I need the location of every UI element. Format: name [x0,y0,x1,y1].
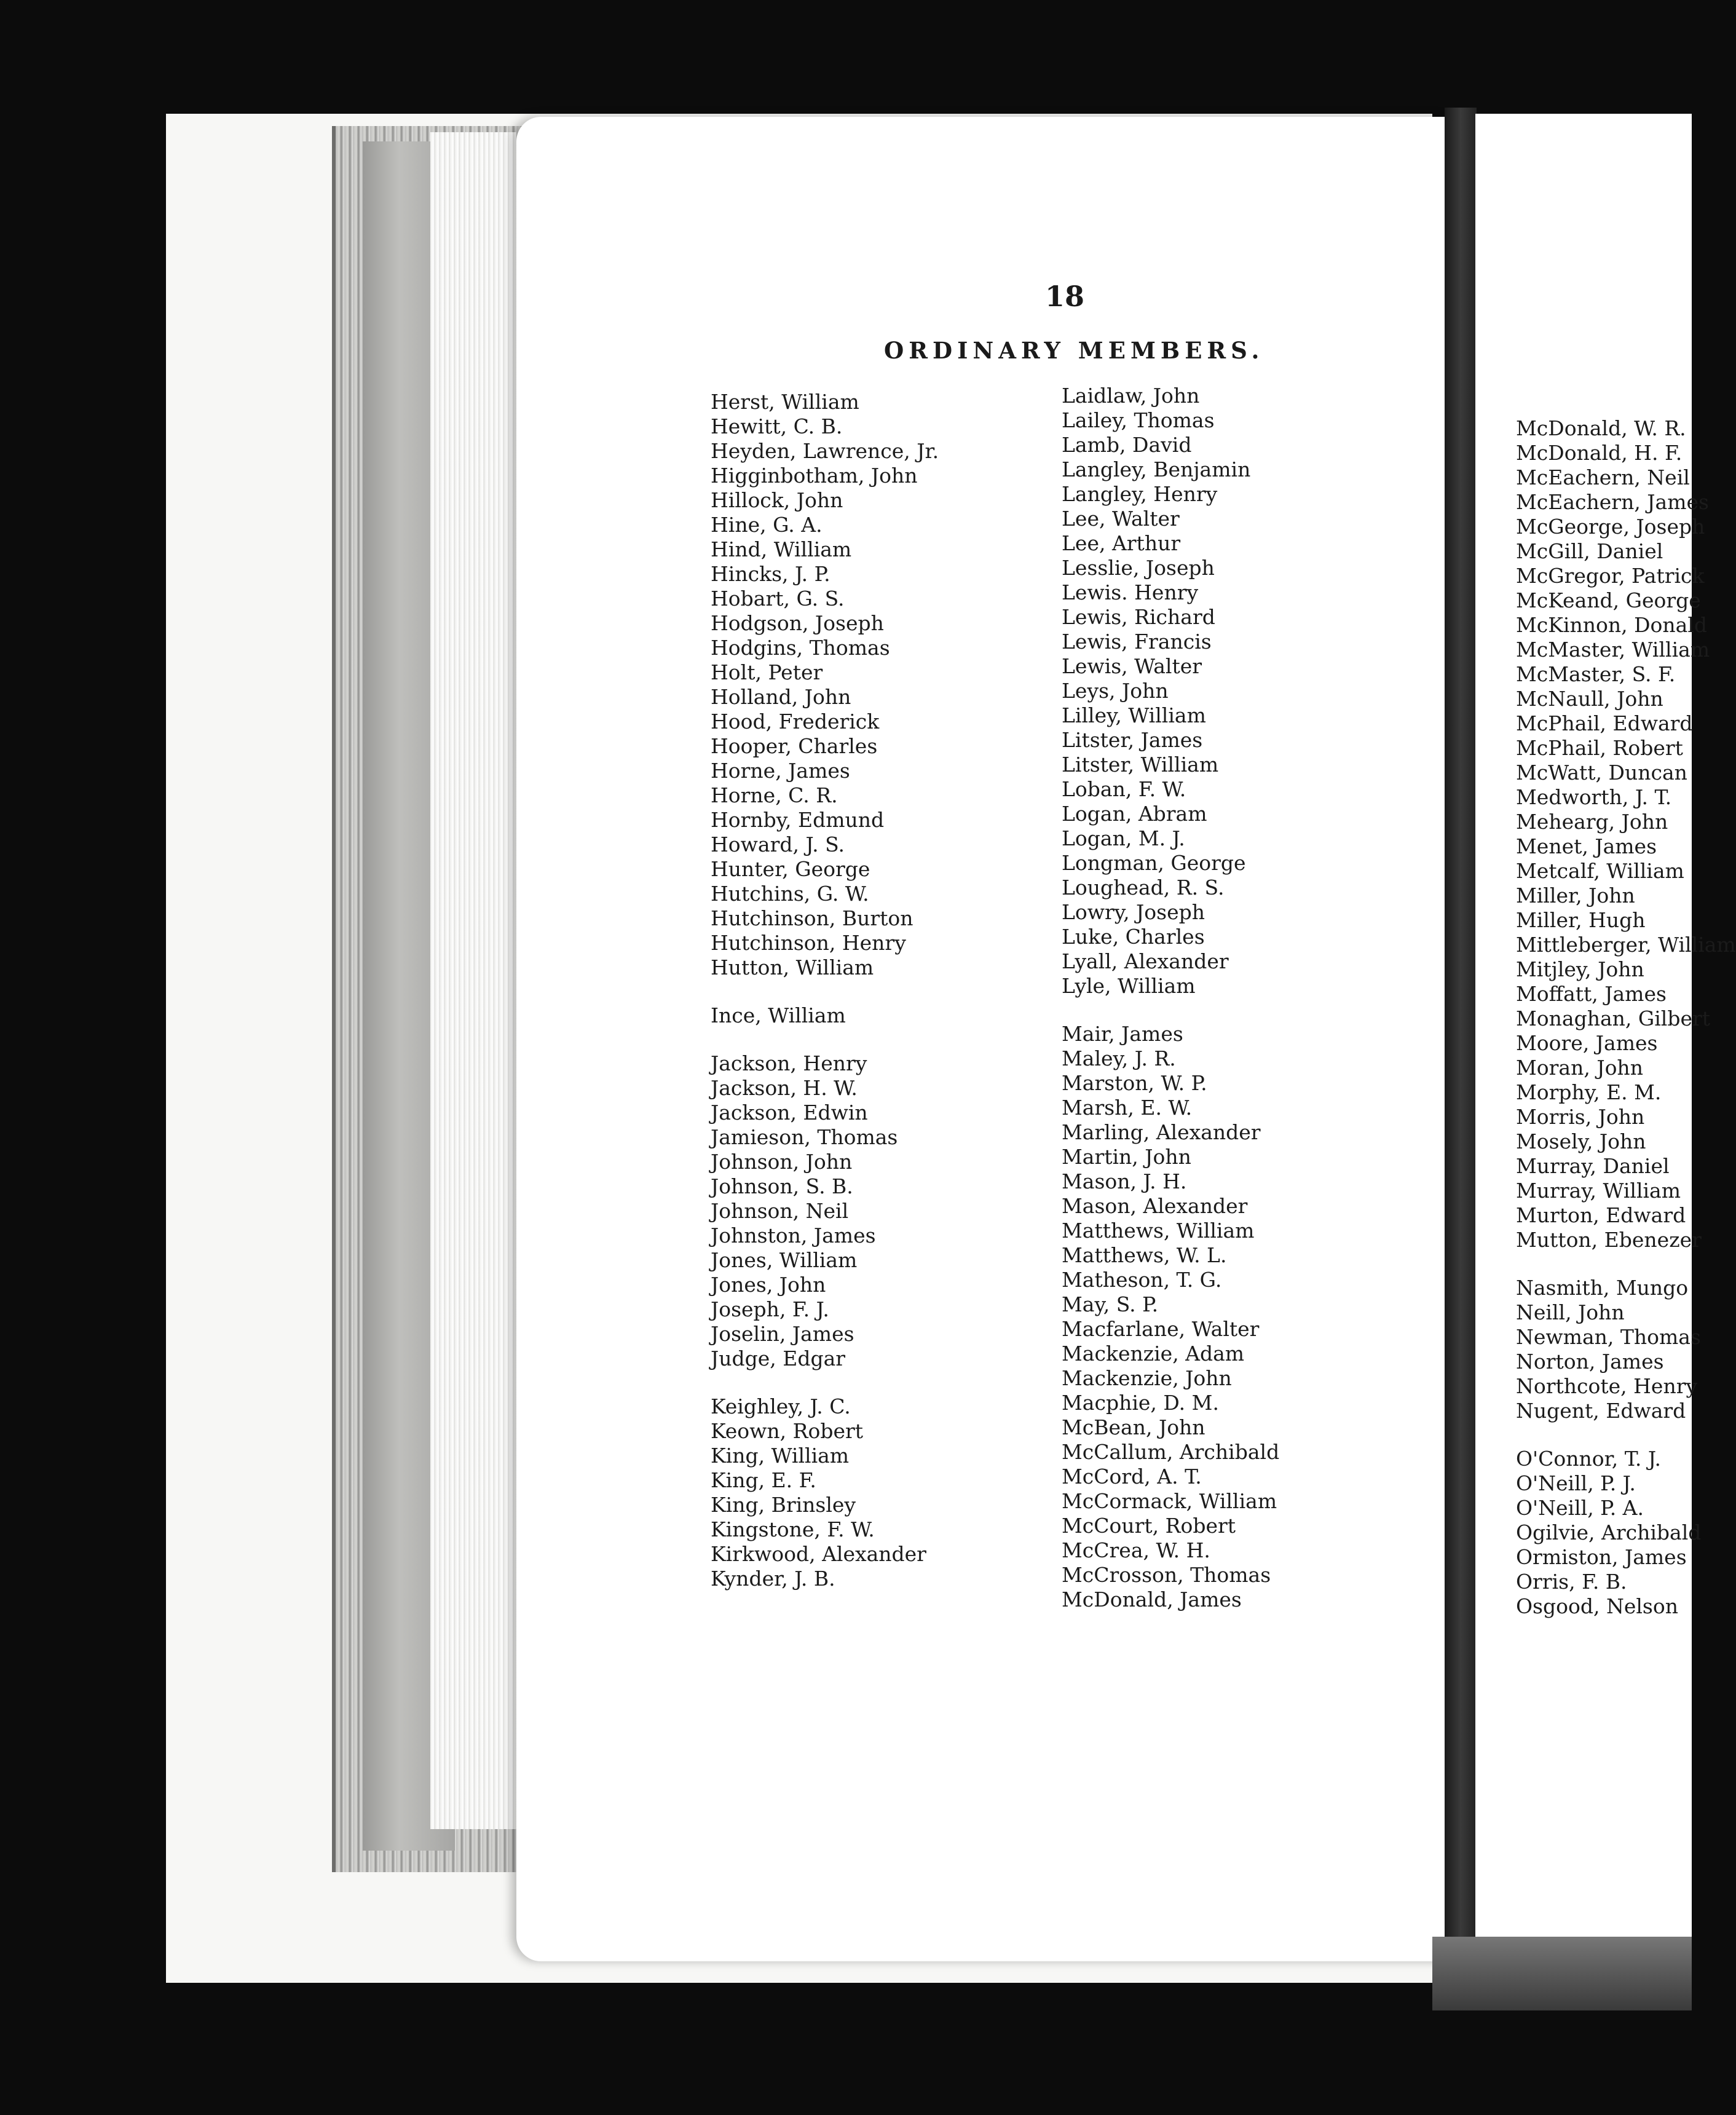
member-name: Hutton, William [711,955,874,979]
member-name: Hincks, J. P. [711,562,831,586]
member-name: Lilley, William [1062,703,1206,727]
member-name: Hunter, George [711,857,870,881]
member-name: Hewitt, C. B. [711,414,843,438]
member-name: McDonald, James [1062,1587,1242,1611]
member-name: Hutchinson, Henry [711,931,906,955]
member-name: McKinnon, Donald [1516,613,1708,637]
member-name: Holt, Peter [711,660,823,684]
member-name: Higginbotham, John [711,464,918,488]
member-name: Menet, James [1516,834,1657,858]
list-gap [1516,1252,1736,1276]
member-name: McCrea, W. H. [1062,1538,1210,1562]
member-name: Moffatt, James [1516,982,1667,1006]
member-name: Lailey, Thomas [1062,408,1215,432]
member-name: Johnson, John [711,1150,853,1174]
list-gap [1062,998,1279,1022]
member-name: Langley, Benjamin [1062,457,1251,481]
member-name: Marston, W. P. [1062,1071,1207,1095]
member-name: Maley, J. R. [1062,1046,1176,1070]
member-name: Hind, William [711,537,852,561]
member-name: Hood, Frederick [711,710,880,733]
member-name: Marling, Alexander [1062,1120,1261,1144]
member-name: Judge, Edgar [711,1346,846,1370]
member-name: O'Neill, P. A. [1516,1496,1644,1520]
member-name: Howard, J. S. [711,832,845,856]
member-name: Hodgson, Joseph [711,611,884,635]
member-name: Jackson, H. W. [711,1076,858,1100]
member-name: Lee, Walter [1062,507,1180,531]
member-name: Medworth, J. T. [1516,785,1672,809]
member-name: Murray, Daniel [1516,1154,1670,1178]
member-name: McCrosson, Thomas [1062,1563,1271,1587]
member-name: Newman, Thomas [1516,1325,1701,1349]
member-name: Jackson, Edwin [711,1101,868,1125]
member-name: Miller, John [1516,884,1635,907]
member-name: Matheson, T. G. [1062,1268,1222,1292]
member-name: McCord, A. T. [1062,1465,1202,1488]
member-name: Mehearg, John [1516,810,1668,834]
member-name: King, E. F. [711,1468,816,1492]
member-name: Osgood, Nelson [1516,1594,1678,1618]
member-name: McWatt, Duncan [1516,761,1687,785]
member-name: Lyle, William [1062,974,1196,998]
member-name: Langley, Henry [1062,482,1218,506]
member-name: Lee, Arthur [1062,531,1181,555]
member-name: Marsh, E. W. [1062,1096,1193,1120]
member-name: McGill, Daniel [1516,539,1663,563]
book-page-edges-light [430,132,516,1829]
member-name: Martin, John [1062,1145,1191,1169]
member-name: O'Connor, T. J. [1516,1447,1662,1471]
member-name: Ince, William [711,1003,846,1027]
member-name: Logan, M. J. [1062,826,1185,850]
member-name: Jones, John [711,1273,826,1297]
member-name: Jackson, Henry [711,1051,867,1075]
member-name: McMaster, S. F. [1516,662,1676,686]
member-name: Moore, James [1516,1031,1658,1055]
member-name: Lewis, Francis [1062,630,1212,654]
member-name: Nugent, Edward [1516,1399,1686,1423]
member-column-right [1516,416,1736,1619]
member-name: Mair, James [1062,1022,1183,1046]
list-gap [711,1371,939,1394]
member-name: Lesslie, Joseph [1062,556,1215,580]
member-name: Mason, Alexander [1062,1194,1248,1218]
member-column-left [711,390,939,1591]
member-name: Loban, F. W. [1062,777,1186,801]
member-name: Neill, John [1516,1300,1625,1324]
member-name: McCormack, William [1062,1489,1277,1513]
member-name: McNaull, John [1516,687,1663,711]
member-name: Hutchinson, Burton [711,906,913,930]
member-name: Hine, G. A. [711,513,823,537]
member-name: Luke, Charles [1062,925,1205,949]
member-name: McCallum, Archibald [1062,1440,1280,1464]
member-name: McMaster, William [1516,638,1710,662]
member-name: Hornby, Edmund [711,808,885,832]
page-number: 18 [1045,280,1085,313]
member-name: May, S. P. [1062,1292,1159,1316]
list-gap [1516,1423,1736,1447]
member-name: Ogilvie, Archibald [1516,1520,1702,1544]
member-name: Loughead, R. S. [1062,876,1225,899]
member-name: Holland, John [711,685,851,709]
member-name: Johnston, James [711,1224,876,1247]
member-name: Jamieson, Thomas [711,1125,898,1149]
member-name: Macfarlane, Walter [1062,1317,1260,1341]
book-page [516,117,1451,1961]
member-name: Lewis, Walter [1062,654,1202,678]
member-name: Joseph, F. J. [711,1297,829,1321]
member-name: Kynder, J. B. [711,1567,835,1591]
member-name: Horne, C. R. [711,783,838,807]
member-name: King, Brinsley [711,1493,856,1517]
member-name: Leys, John [1062,679,1169,703]
member-name: Mason, J. H. [1062,1169,1187,1193]
member-name: King, William [711,1444,850,1468]
member-name: McEachern, James [1516,490,1709,514]
member-name: Lowry, Joseph [1062,900,1205,924]
member-name: McPhail, Robert [1516,736,1683,760]
member-name: Hobart, G. S. [711,587,845,611]
member-name: McCourt, Robert [1062,1514,1236,1538]
member-name: McDonald, W. R. [1516,416,1686,440]
member-name: Mackenzie, John [1062,1366,1232,1390]
member-name: Kingstone, F. W. [711,1517,875,1541]
member-name: Lewis. Henry [1062,580,1199,604]
list-gap [711,1028,939,1051]
member-name: McPhail, Edward [1516,711,1693,735]
member-name: McGeorge, Joseph [1516,515,1705,539]
member-name: Jones, William [711,1248,858,1272]
book-gutter [1445,108,1477,2001]
section-title: ORDINARY MEMBERS. [884,337,1265,364]
member-name: Lamb, David [1062,433,1192,457]
member-name: Murton, Edward [1516,1203,1686,1227]
member-name: Hillock, John [711,488,843,512]
member-name: Murray, William [1516,1179,1681,1203]
member-name: Metcalf, William [1516,859,1684,883]
member-name: Norton, James [1516,1350,1664,1374]
member-name: Morris, John [1516,1105,1645,1129]
member-name: Hodgins, Thomas [711,636,890,660]
member-name: Joselin, James [711,1322,854,1346]
member-name: Mackenzie, Adam [1062,1342,1245,1366]
member-name: Logan, Abram [1062,802,1207,826]
member-name: Longman, George [1062,851,1246,875]
member-name: Litster, James [1062,728,1203,752]
member-name: Mutton, Ebenezer [1516,1228,1702,1252]
member-name: Matthews, W. L. [1062,1243,1227,1267]
member-name: Litster, William [1062,753,1219,777]
member-name: Miller, Hugh [1516,908,1646,932]
member-name: Orris, F. B. [1516,1570,1627,1594]
member-name: McBean, John [1062,1415,1205,1439]
member-name: McKeand, George [1516,588,1701,612]
member-name: O'Neill, P. J. [1516,1471,1636,1495]
member-name: Keown, Robert [711,1419,864,1443]
member-name: McEachern, Neil [1516,465,1690,489]
list-gap [711,980,939,1003]
member-name: Hutchins, G. W. [711,882,869,906]
member-name: Keighley, J. C. [711,1394,851,1418]
member-name: Laidlaw, John [1062,384,1200,408]
member-name: Lewis, Richard [1062,605,1215,629]
member-name: Herst, William [711,390,859,414]
member-name: Mosely, John [1516,1129,1646,1153]
member-name: Monaghan, Gilbert [1516,1006,1711,1030]
member-name: Johnson, Neil [711,1199,849,1223]
member-name: Mittleberger, William [1516,933,1736,957]
member-name: McGregor, Patrick [1516,564,1705,588]
member-name: Matthews, William [1062,1219,1255,1243]
member-column-middle [1062,384,1279,1612]
member-name: Ormiston, James [1516,1545,1687,1569]
member-name: Hooper, Charles [711,734,878,758]
member-name: Morphy, E. M. [1516,1080,1662,1104]
member-name: Kirkwood, Alexander [711,1542,926,1566]
member-name: Northcote, Henry [1516,1374,1698,1398]
member-name: Johnson, S. B. [711,1174,853,1198]
member-name: Heyden, Lawrence, Jr. [711,439,939,463]
member-name: Horne, James [711,759,850,783]
member-name: Macphie, D. M. [1062,1391,1219,1415]
member-name: Nasmith, Mungo [1516,1276,1689,1300]
member-name: Lyall, Alexander [1062,949,1229,973]
member-name: McDonald, H. F. [1516,441,1683,465]
member-name: Moran, John [1516,1056,1643,1080]
facing-page-clip [1475,0,1736,2115]
member-name: Mitjley, John [1516,957,1644,981]
